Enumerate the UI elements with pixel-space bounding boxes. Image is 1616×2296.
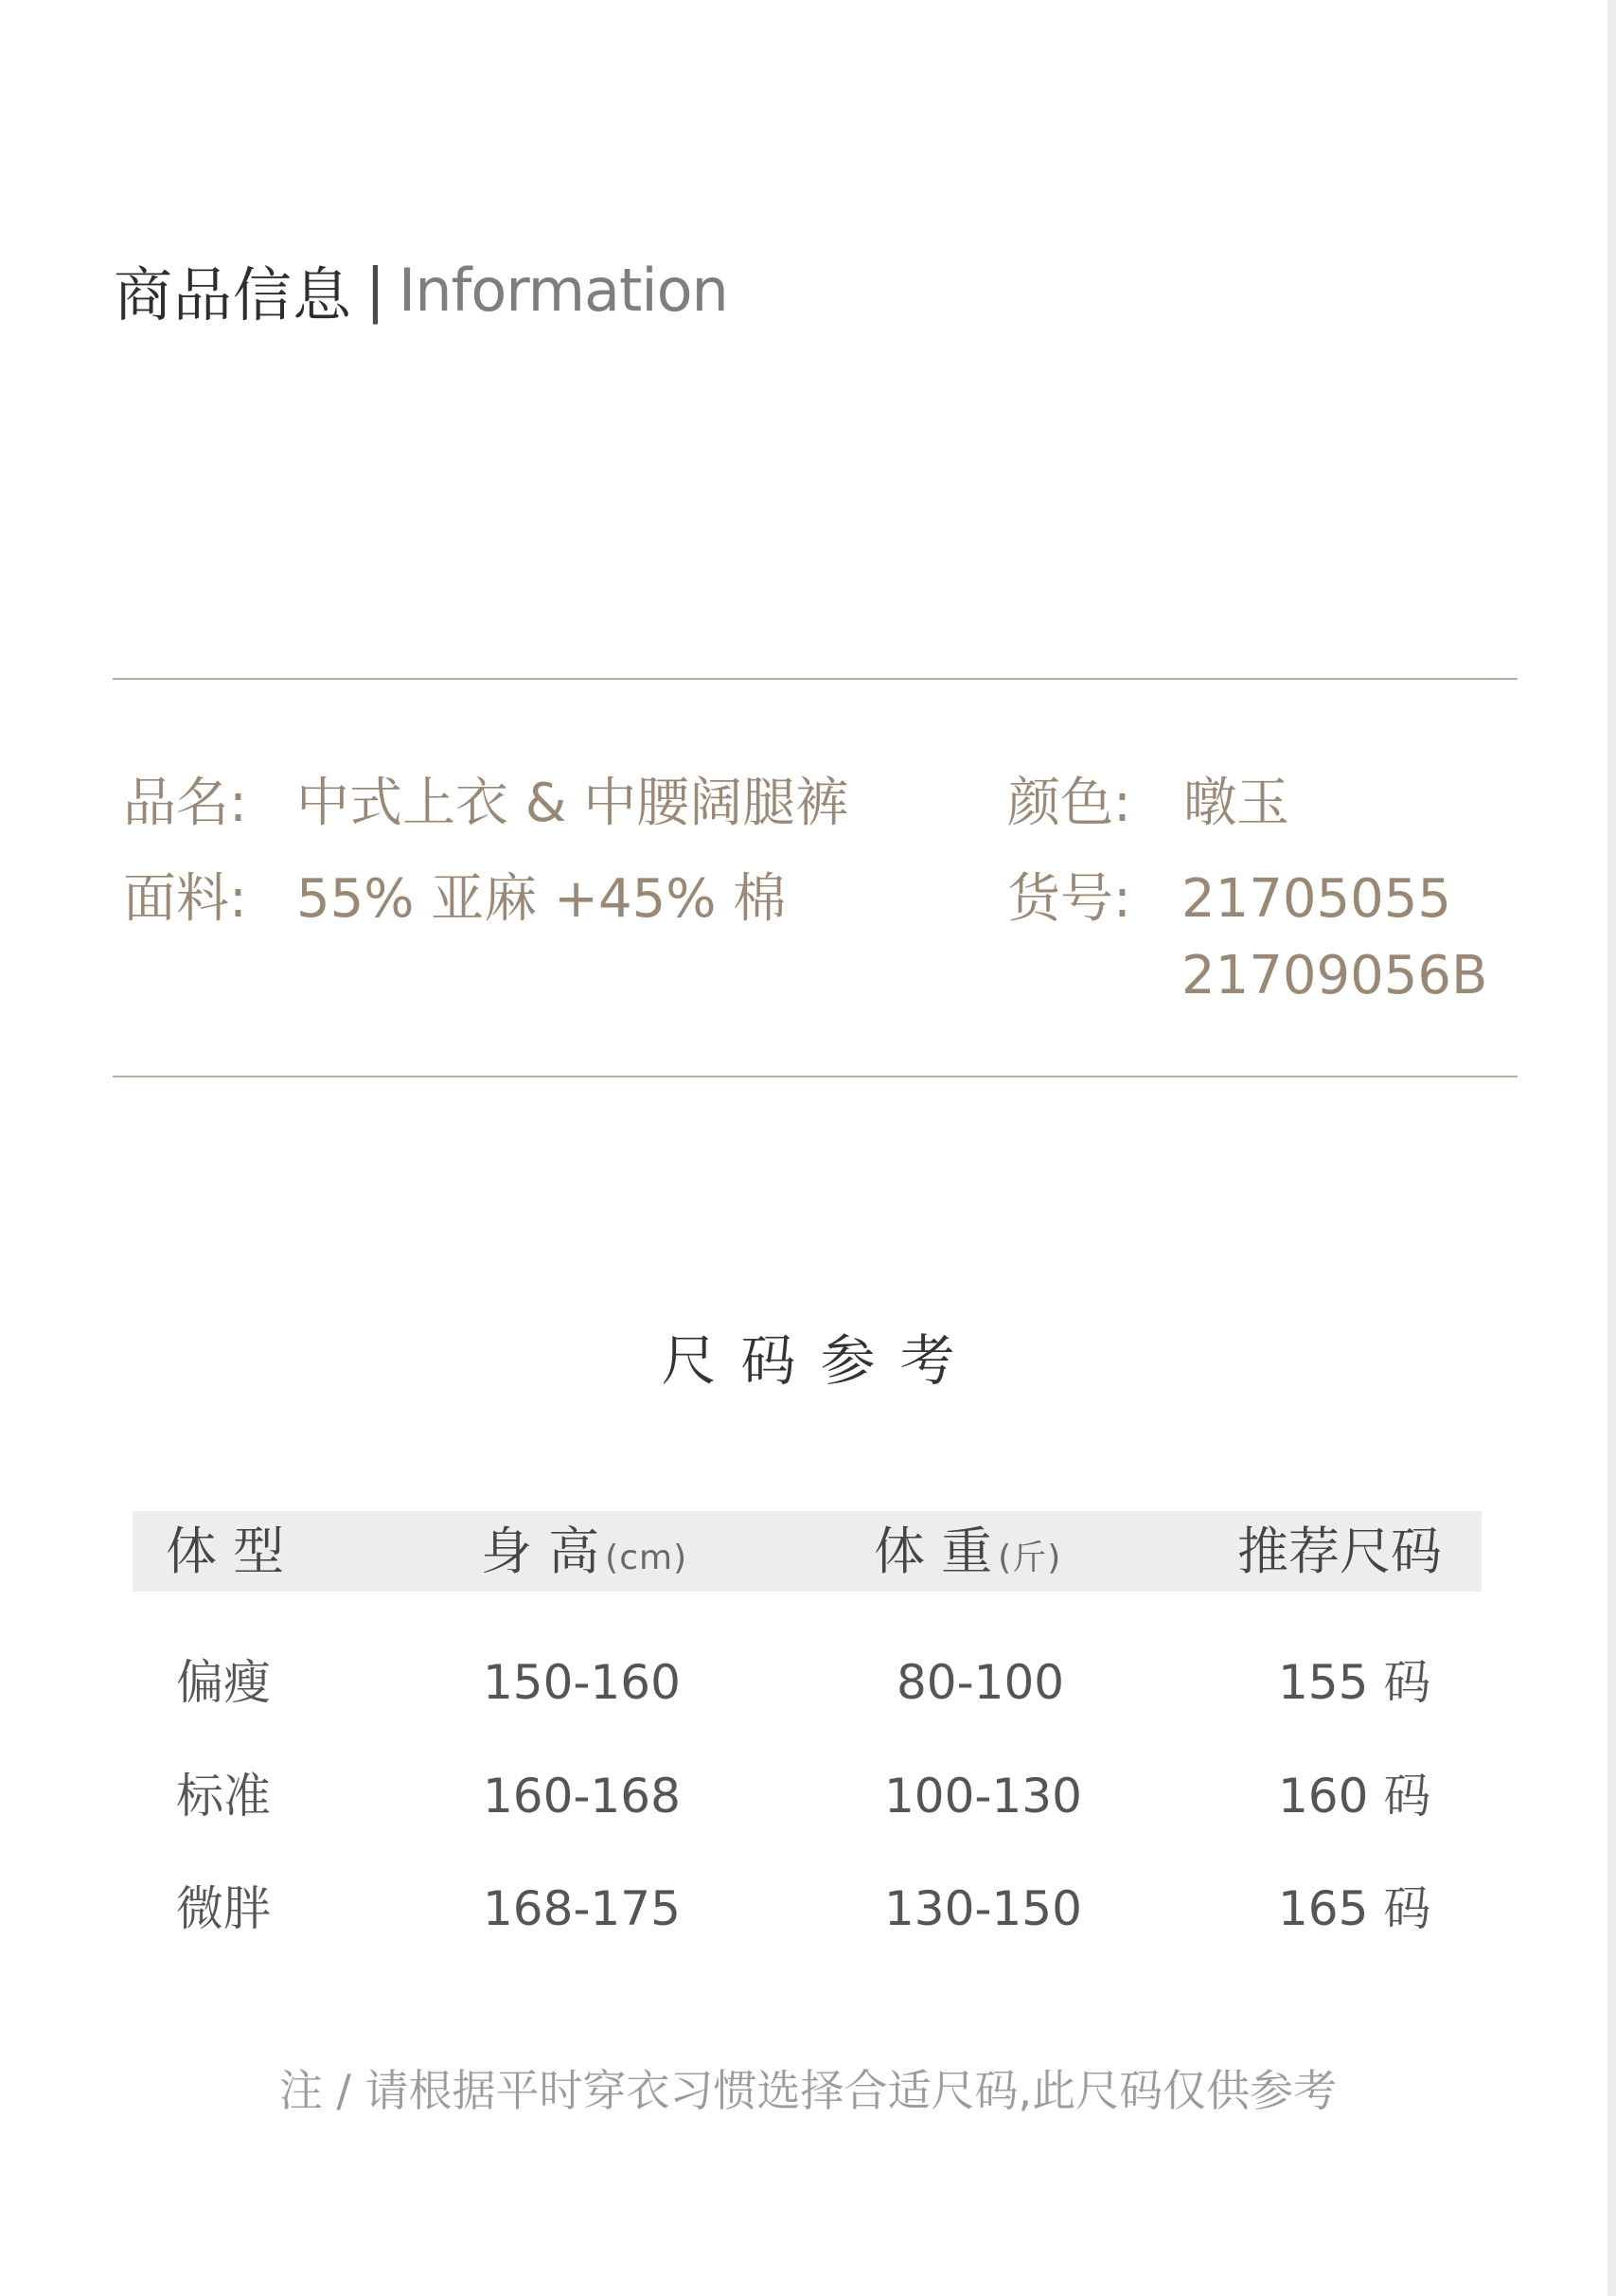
row-3-weight: 130-150 bbox=[884, 1881, 1082, 1936]
color-label: 颜色: bbox=[1007, 773, 1131, 834]
page-edge bbox=[1607, 0, 1616, 2296]
header-weight bbox=[874, 1511, 1061, 1592]
sku-value-1: 21705055 bbox=[1181, 868, 1452, 930]
size-note: 注 / 请根据平时穿衣习惯选择合适尺码,此尺码仅供参考 bbox=[278, 2065, 1338, 2116]
header-weight-unit: (斤) bbox=[998, 1539, 1062, 1577]
header-height-label: 身 高 bbox=[481, 1522, 600, 1581]
header-height bbox=[481, 1511, 687, 1592]
fabric-value: 55% 亚麻 +45% 棉 bbox=[296, 868, 787, 930]
row-3-body-type: 微胖 bbox=[176, 1881, 271, 1936]
sku-label: 货号: bbox=[1007, 868, 1131, 930]
row-2-body-type: 标准 bbox=[176, 1769, 271, 1824]
header-title-en: Information bbox=[398, 255, 728, 325]
name-value: 中式上衣 & 中腰阔腿裤 bbox=[296, 773, 849, 834]
header-separator: | bbox=[365, 255, 385, 325]
header-body-type bbox=[166, 1511, 284, 1592]
row-1-height: 150-160 bbox=[483, 1655, 681, 1710]
header-title-zh: 商品信息 bbox=[114, 259, 353, 329]
sku-value-2: 21709056B bbox=[1181, 945, 1488, 1006]
row-3-height: 168-175 bbox=[483, 1881, 681, 1936]
header-height-unit: (cm) bbox=[605, 1539, 688, 1577]
divider-bottom bbox=[113, 1076, 1518, 1077]
section-header bbox=[114, 252, 728, 328]
size-chart-title: 尺码参考 bbox=[661, 1328, 980, 1393]
name-label: 品名: bbox=[123, 773, 247, 834]
row-1-weight: 80-100 bbox=[897, 1655, 1065, 1710]
header-weight-label: 体 重 bbox=[874, 1522, 993, 1581]
fabric-label: 面料: bbox=[123, 868, 247, 930]
row-2-height: 160-168 bbox=[483, 1769, 681, 1824]
color-value: 暾玉 bbox=[1183, 773, 1289, 834]
row-1-body-type: 偏瘦 bbox=[176, 1655, 271, 1710]
header-recommended-size-label: 推荐尺码 bbox=[1237, 1522, 1442, 1581]
row-2-size: 160 码 bbox=[1278, 1769, 1431, 1824]
divider-top bbox=[113, 678, 1518, 680]
header-body-type-label: 体 型 bbox=[166, 1522, 285, 1581]
row-1-size: 155 码 bbox=[1278, 1655, 1431, 1710]
header-recommended-size bbox=[1237, 1511, 1442, 1592]
row-2-weight: 100-130 bbox=[884, 1769, 1082, 1824]
row-3-size: 165 码 bbox=[1278, 1881, 1431, 1936]
